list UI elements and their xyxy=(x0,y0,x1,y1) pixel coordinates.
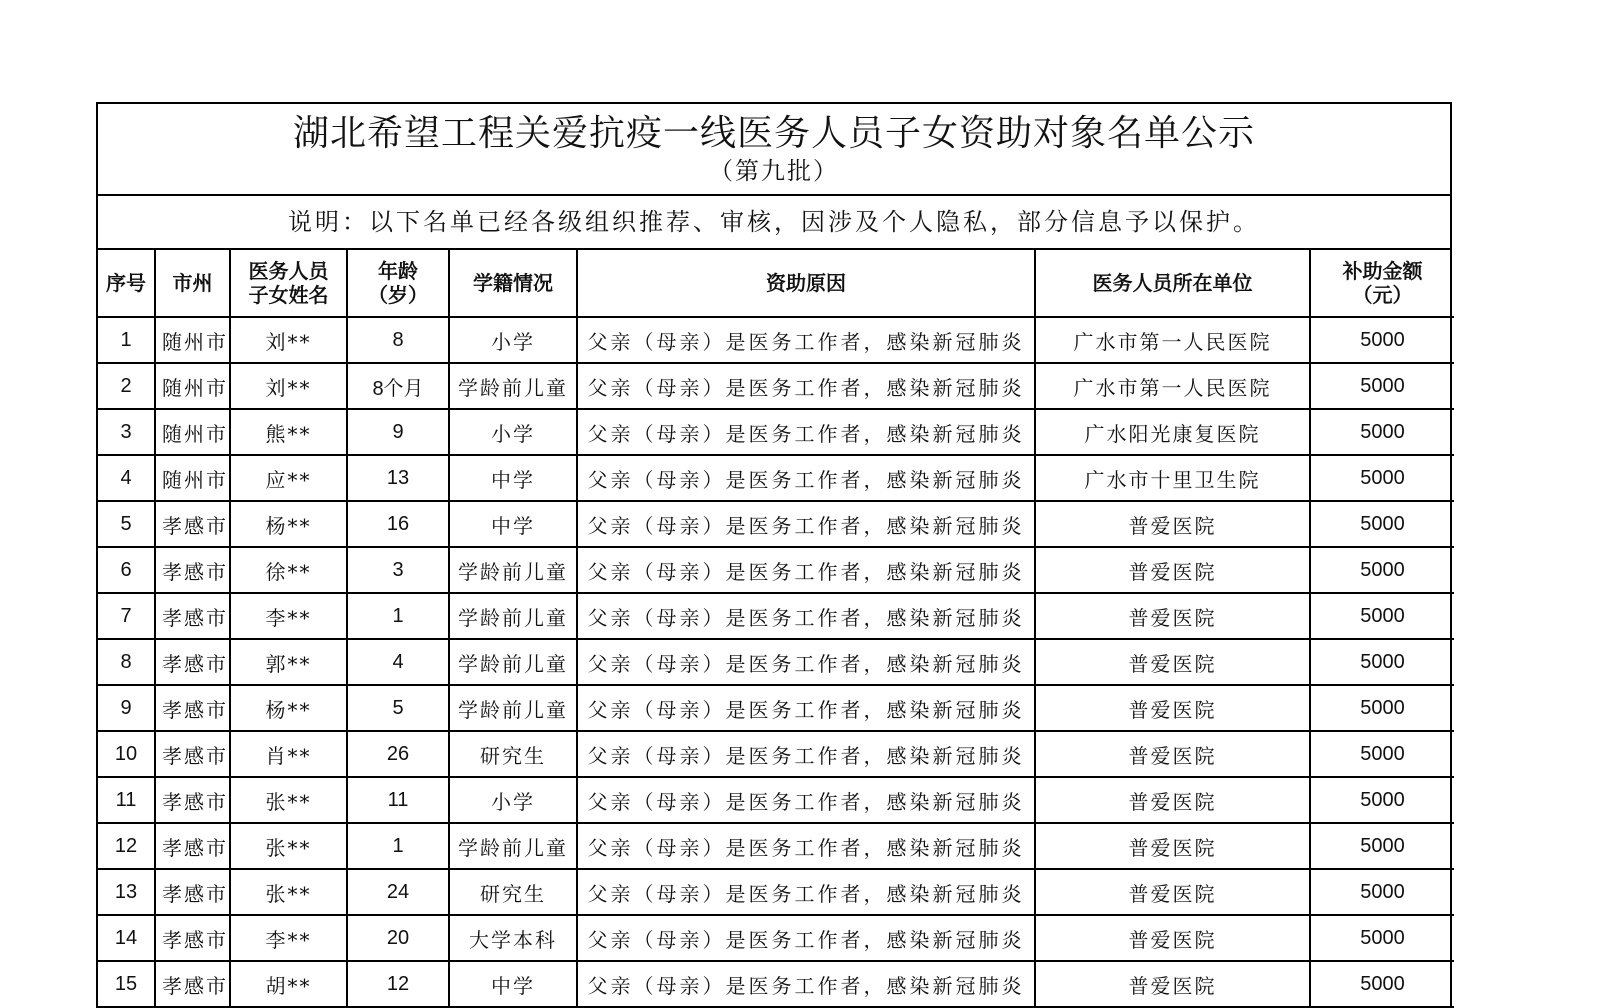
cell-name: 李** xyxy=(230,915,347,961)
cell-reason: 父亲（母亲）是医务工作者，感染新冠肺炎 xyxy=(577,869,1035,915)
header-unit: 医务人员所在单位 xyxy=(1035,250,1310,317)
table-row xyxy=(98,593,1454,639)
cell-name: 刘** xyxy=(230,363,347,409)
cell-reason: 父亲（母亲）是医务工作者，感染新冠肺炎 xyxy=(577,501,1035,547)
cell-city: 孝感市 xyxy=(155,501,230,547)
cell-age: 9 xyxy=(347,409,449,455)
cell-city: 孝感市 xyxy=(155,547,230,593)
cell-reason: 父亲（母亲）是医务工作者，感染新冠肺炎 xyxy=(577,363,1035,409)
cell-amount: 5000 xyxy=(1310,639,1454,685)
cell-name: 熊** xyxy=(230,409,347,455)
table-row xyxy=(98,639,1454,685)
cell-no: 6 xyxy=(98,547,155,593)
cell-unit: 普爱医院 xyxy=(1035,869,1310,915)
header-reason: 资助原因 xyxy=(577,250,1035,317)
cell-unit: 普爱医院 xyxy=(1035,593,1310,639)
cell-no: 5 xyxy=(98,501,155,547)
cell-amount: 5000 xyxy=(1310,501,1454,547)
header-amount-line2: （元） xyxy=(1352,283,1413,307)
header-age-line2: （岁） xyxy=(368,283,428,307)
cell-age: 16 xyxy=(347,501,449,547)
cell-reason: 父亲（母亲）是医务工作者，感染新冠肺炎 xyxy=(577,731,1035,777)
cell-amount: 5000 xyxy=(1310,731,1454,777)
cell-unit: 普爱医院 xyxy=(1035,685,1310,731)
document-note: 说明：以下名单已经各级组织推荐、审核，因涉及个人隐私，部分信息予以保护。 xyxy=(98,196,1450,250)
document-sheet xyxy=(96,102,1452,1008)
cell-name: 胡** xyxy=(230,961,347,1007)
cell-city: 孝感市 xyxy=(155,685,230,731)
cell-amount: 5000 xyxy=(1310,363,1454,409)
cell-amount: 5000 xyxy=(1310,317,1454,363)
cell-no: 15 xyxy=(98,961,155,1007)
cell-amount: 5000 xyxy=(1310,547,1454,593)
cell-city: 孝感市 xyxy=(155,823,230,869)
cell-age: 26 xyxy=(347,731,449,777)
cell-no: 1 xyxy=(98,317,155,363)
cell-reason: 父亲（母亲）是医务工作者，感染新冠肺炎 xyxy=(577,547,1035,593)
cell-age: 4 xyxy=(347,639,449,685)
cell-amount: 5000 xyxy=(1310,823,1454,869)
table-row xyxy=(98,823,1454,869)
cell-name: 张** xyxy=(230,777,347,823)
cell-amount: 5000 xyxy=(1310,593,1454,639)
cell-city: 随州市 xyxy=(155,455,230,501)
cell-age: 5 xyxy=(347,685,449,731)
cell-school: 中学 xyxy=(449,501,577,547)
cell-city: 孝感市 xyxy=(155,961,230,1007)
cell-name: 杨** xyxy=(230,685,347,731)
cell-no: 10 xyxy=(98,731,155,777)
cell-age: 24 xyxy=(347,869,449,915)
cell-reason: 父亲（母亲）是医务工作者，感染新冠肺炎 xyxy=(577,455,1035,501)
cell-city: 孝感市 xyxy=(155,915,230,961)
cell-unit: 普爱医院 xyxy=(1035,547,1310,593)
cell-amount: 5000 xyxy=(1310,777,1454,823)
cell-reason: 父亲（母亲）是医务工作者，感染新冠肺炎 xyxy=(577,685,1035,731)
cell-city: 孝感市 xyxy=(155,593,230,639)
cell-amount: 5000 xyxy=(1310,915,1454,961)
document-subtitle: （第九批） xyxy=(709,157,839,185)
cell-school: 研究生 xyxy=(449,869,577,915)
cell-name: 肖** xyxy=(230,731,347,777)
cell-reason: 父亲（母亲）是医务工作者，感染新冠肺炎 xyxy=(577,823,1035,869)
cell-age: 13 xyxy=(347,455,449,501)
header-amount-line1: 补助金额 xyxy=(1342,259,1423,283)
cell-name: 杨** xyxy=(230,501,347,547)
cell-age: 20 xyxy=(347,915,449,961)
table-row xyxy=(98,731,1454,777)
cell-unit: 普爱医院 xyxy=(1035,639,1310,685)
cell-no: 8 xyxy=(98,639,155,685)
cell-school: 小学 xyxy=(449,317,577,363)
cell-amount: 5000 xyxy=(1310,961,1454,1007)
cell-city: 孝感市 xyxy=(155,777,230,823)
table-row xyxy=(98,777,1454,823)
header-city: 市州 xyxy=(155,250,230,317)
table-row xyxy=(98,317,1454,363)
cell-age: 8 xyxy=(347,317,449,363)
table-row xyxy=(98,869,1454,915)
cell-school: 学龄前儿童 xyxy=(449,823,577,869)
table-row xyxy=(98,547,1454,593)
table-header-row xyxy=(98,250,1454,317)
title-block xyxy=(98,104,1450,196)
cell-no: 2 xyxy=(98,363,155,409)
cell-school: 研究生 xyxy=(449,731,577,777)
cell-no: 12 xyxy=(98,823,155,869)
cell-age: 3 xyxy=(347,547,449,593)
table-row xyxy=(98,915,1454,961)
cell-no: 9 xyxy=(98,685,155,731)
cell-school: 学龄前儿童 xyxy=(449,685,577,731)
cell-reason: 父亲（母亲）是医务工作者，感染新冠肺炎 xyxy=(577,961,1035,1007)
cell-school: 小学 xyxy=(449,409,577,455)
cell-name: 刘** xyxy=(230,317,347,363)
cell-name: 郭** xyxy=(230,639,347,685)
cell-age: 1 xyxy=(347,823,449,869)
cell-age: 8个月 xyxy=(347,363,449,409)
cell-unit: 普爱医院 xyxy=(1035,823,1310,869)
table-row xyxy=(98,685,1454,731)
header-age-line1: 年龄 xyxy=(378,259,418,283)
cell-no: 3 xyxy=(98,409,155,455)
table-row xyxy=(98,455,1454,501)
cell-age: 11 xyxy=(347,777,449,823)
cell-no: 4 xyxy=(98,455,155,501)
cell-city: 孝感市 xyxy=(155,639,230,685)
cell-reason: 父亲（母亲）是医务工作者，感染新冠肺炎 xyxy=(577,639,1035,685)
header-age xyxy=(347,250,449,317)
cell-name: 张** xyxy=(230,869,347,915)
cell-name: 应** xyxy=(230,455,347,501)
cell-unit: 普爱医院 xyxy=(1035,501,1310,547)
cell-school: 中学 xyxy=(449,455,577,501)
cell-amount: 5000 xyxy=(1310,455,1454,501)
header-amount xyxy=(1310,250,1454,317)
cell-city: 孝感市 xyxy=(155,731,230,777)
cell-unit: 广水市十里卫生院 xyxy=(1035,455,1310,501)
cell-no: 7 xyxy=(98,593,155,639)
header-name-line1: 医务人员 xyxy=(248,259,329,283)
header-school: 学籍情况 xyxy=(449,250,577,317)
cell-unit: 普爱医院 xyxy=(1035,777,1310,823)
cell-school: 学龄前儿童 xyxy=(449,363,577,409)
cell-reason: 父亲（母亲）是医务工作者，感染新冠肺炎 xyxy=(577,317,1035,363)
table-row xyxy=(98,409,1454,455)
cell-unit: 普爱医院 xyxy=(1035,961,1310,1007)
cell-unit: 广水市第一人民医院 xyxy=(1035,317,1310,363)
cell-unit: 广水市第一人民医院 xyxy=(1035,363,1310,409)
cell-city: 随州市 xyxy=(155,317,230,363)
header-no: 序号 xyxy=(98,250,155,317)
cell-city: 随州市 xyxy=(155,409,230,455)
cell-unit: 广水阳光康复医院 xyxy=(1035,409,1310,455)
recipient-table xyxy=(98,250,1454,1008)
table-row xyxy=(98,363,1454,409)
cell-amount: 5000 xyxy=(1310,869,1454,915)
table-row xyxy=(98,961,1454,1007)
cell-school: 大学本科 xyxy=(449,915,577,961)
cell-no: 11 xyxy=(98,777,155,823)
cell-no: 13 xyxy=(98,869,155,915)
cell-name: 李** xyxy=(230,593,347,639)
document-title: 湖北希望工程关爱抗疫一线医务人员子女资助对象名单公示 xyxy=(292,113,1255,154)
cell-reason: 父亲（母亲）是医务工作者，感染新冠肺炎 xyxy=(577,915,1035,961)
cell-amount: 5000 xyxy=(1310,409,1454,455)
cell-school: 学龄前儿童 xyxy=(449,593,577,639)
cell-name: 徐** xyxy=(230,547,347,593)
cell-school: 学龄前儿童 xyxy=(449,639,577,685)
cell-age: 12 xyxy=(347,961,449,1007)
cell-school: 小学 xyxy=(449,777,577,823)
cell-school: 中学 xyxy=(449,961,577,1007)
cell-reason: 父亲（母亲）是医务工作者，感染新冠肺炎 xyxy=(577,777,1035,823)
cell-no: 14 xyxy=(98,915,155,961)
cell-school: 学龄前儿童 xyxy=(449,547,577,593)
cell-unit: 普爱医院 xyxy=(1035,915,1310,961)
cell-amount: 5000 xyxy=(1310,685,1454,731)
cell-unit: 普爱医院 xyxy=(1035,731,1310,777)
cell-city: 孝感市 xyxy=(155,869,230,915)
header-name-line2: 子女姓名 xyxy=(248,283,329,307)
cell-reason: 父亲（母亲）是医务工作者，感染新冠肺炎 xyxy=(577,409,1035,455)
cell-city: 随州市 xyxy=(155,363,230,409)
table-row xyxy=(98,501,1454,547)
cell-reason: 父亲（母亲）是医务工作者，感染新冠肺炎 xyxy=(577,593,1035,639)
header-name xyxy=(230,250,347,317)
cell-age: 1 xyxy=(347,593,449,639)
cell-name: 张** xyxy=(230,823,347,869)
